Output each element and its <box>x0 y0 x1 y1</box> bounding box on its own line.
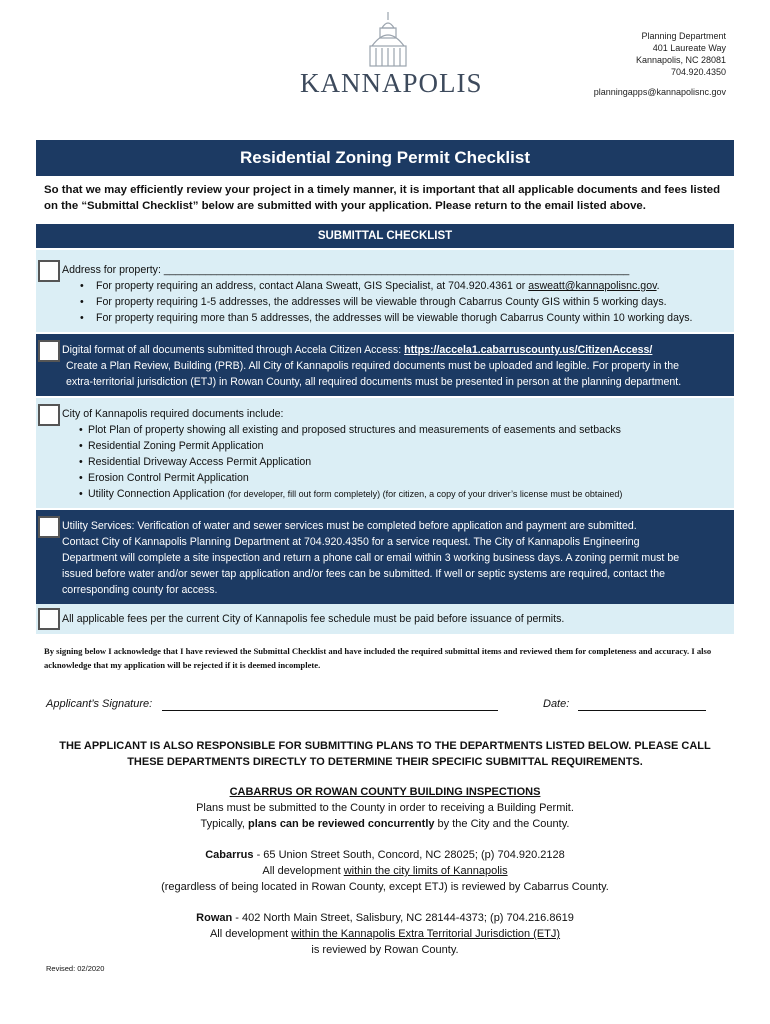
doc-zoning-application: • Residential Zoning Permit Application <box>62 438 728 454</box>
address-checkbox[interactable] <box>38 260 60 282</box>
contact-dept: Planning Department <box>641 31 726 41</box>
doc-erosion-control: • Erosion Control Permit Application <box>62 470 728 486</box>
doc-utility-connection: • Utility Connection Application (for developer, fill out form completely) (for citizen, a copy of your driver’s license must be obtained) <box>62 486 728 502</box>
revised-date: Revised: 02/2020 <box>46 964 105 973</box>
contact-street: 401 Laureate Way <box>652 43 726 53</box>
logo-wordmark: KANNAPOLIS <box>300 68 483 98</box>
digital-checkbox[interactable] <box>38 340 60 362</box>
utility-line-4: issued before water and/or sewer tap application and/or fees can be submitted. If well or septic systems are required, contact the <box>62 568 665 580</box>
contact-block <box>594 30 726 98</box>
fees-label: All applicable fees per the current City of Kannapolis fee schedule must be paid before issuance of permits. <box>62 613 565 625</box>
address-label: Address for property: _______________________________________________________________________________ <box>62 264 630 276</box>
accela-link[interactable]: https://accela1.cabarruscounty.us/CitizenAccess/ <box>404 344 653 356</box>
utility-checkbox[interactable] <box>38 516 60 538</box>
kannapolis-logo <box>300 10 483 100</box>
rowan-line-3: is reviewed by Rowan County. <box>311 944 459 956</box>
utility-line-5: corresponding county for access. <box>62 584 218 596</box>
digital-line-3: extra-territorial jurisdiction (ETJ) in Rowan County, all required documents must be presented in person at the planning department. <box>66 376 682 388</box>
documents-label: City of Kannapolis required documents include: <box>62 408 284 420</box>
county-inspections-block <box>44 784 726 832</box>
acknowledgement-text: By signing below I acknowledge that I have reviewed the Submittal Checklist and have included the required submittal items and reviewed them for completeness and accuracy. I also acknowledge that my application will be rejected if it is deemed incomplete. <box>44 646 712 670</box>
cabarrus-line-2: All development within the city limits of Kannapolis <box>262 865 508 877</box>
contact-phone: 704.920.4350 <box>670 67 726 77</box>
doc-plot-plan: • Plot Plan of property showing all existing and proposed structures and measurements of easements and setbacks <box>62 422 728 438</box>
applicant-notice: THE APPLICANT IS ALSO RESPONSIBLE FOR SUBMITTING PLANS TO THE DEPARTMENTS LISTED BELOW. PLEASE CALL THESE DEPARTMENTS DIRECTLY TO DETERMINE THEIR SPECIFIC SUBMITTAL REQUIREMENTS. <box>59 740 711 768</box>
county-line-2: Typically, plans can be reviewed concurrently by the City and the County. <box>200 818 570 830</box>
county-line-1: Plans must be submitted to the County in order to receiving a Building Permit. <box>196 802 574 814</box>
utility-line-1: Utility Services: Verification of water and sewer services must be completed before application and payment are submitted. <box>62 520 637 532</box>
cabarrus-address: Cabarrus - 65 Union Street South, Concord, NC 28025; (p) 704.920.2128 <box>205 849 565 861</box>
contact-city: Kannapolis, NC 28081 <box>635 55 726 65</box>
submittal-checklist-header: SUBMITTAL CHECKLIST <box>36 224 734 248</box>
utility-line-2: Contact City of Kannapolis Planning Department at 704.920.4350 for a service request. The City of Kannapolis Engineering <box>62 536 640 548</box>
applicant-signature-label: Applicant’s Signature: <box>46 698 153 710</box>
date-field[interactable] <box>578 710 706 711</box>
checklist-item-address <box>36 250 734 332</box>
rowan-address: Rowan - 402 North Main Street, Salisbury, NC 28144-4373; (p) 704.216.8619 <box>196 912 574 924</box>
cabarrus-block <box>44 847 726 895</box>
capitol-dome-icon <box>360 10 416 72</box>
contact-email[interactable]: planningapps@kannapolisnc.gov <box>593 87 726 97</box>
address-bullet-1: • For property requiring an address, contact Alana Sweatt, GIS Specialist, at 704.920.4361 or asweatt@kannapolisnc.gov. <box>62 278 728 294</box>
rowan-block <box>44 910 726 958</box>
page-title: Residential Zoning Permit Checklist <box>36 140 734 176</box>
checklist-item-digital <box>36 334 734 396</box>
county-heading: CABARRUS OR ROWAN COUNTY BUILDING INSPECTIONS <box>229 786 541 798</box>
address-bullet-2: • For property requiring 1-5 addresses, the addresses will be viewable through Cabarrus County GIS within 5 working days. <box>62 294 728 310</box>
utility-line-3: Department will complete a site inspection and return a phone call or email within 3 working business days. A zoning permit must be <box>62 552 680 564</box>
checklist-item-documents <box>36 398 734 508</box>
date-label: Date: <box>543 698 570 710</box>
gis-email-link[interactable]: asweatt@kannapolisnc.gov <box>528 280 657 292</box>
documents-checkbox[interactable] <box>38 404 60 426</box>
doc-driveway-application: • Residential Driveway Access Permit Application <box>62 454 728 470</box>
intro-text: So that we may efficiently review your project in a timely manner, it is important that all applicable documents and fees listed on the “Submittal Checklist” below are submitted with your application. Please return to the email listed above. <box>44 184 721 212</box>
digital-line-1: Digital format of all documents submitted through Accela Citizen Access: https://accela1.cabarruscounty.us/CitizenAccess/ <box>62 344 653 356</box>
applicant-signature-field[interactable] <box>162 710 498 711</box>
cabarrus-line-3: (regardless of being located in Rowan County, except ETJ) is reviewed by Cabarrus County. <box>161 881 609 893</box>
digital-line-2: Create a Plan Review, Building (PRB). All City of Kannapolis required documents must be uploaded and legible. For property in the <box>66 360 680 372</box>
address-bullet-3: • For property requiring more than 5 addresses, the addresses will be viewable thorugh Cabarrus County within 10 working days. <box>62 310 728 326</box>
checklist-item-utility <box>36 510 734 604</box>
rowan-line-2: All development within the Kannapolis Extra Territorial Jurisdiction (ETJ) <box>209 928 561 940</box>
fees-checkbox[interactable] <box>38 608 60 630</box>
checklist-item-fees <box>36 604 734 634</box>
